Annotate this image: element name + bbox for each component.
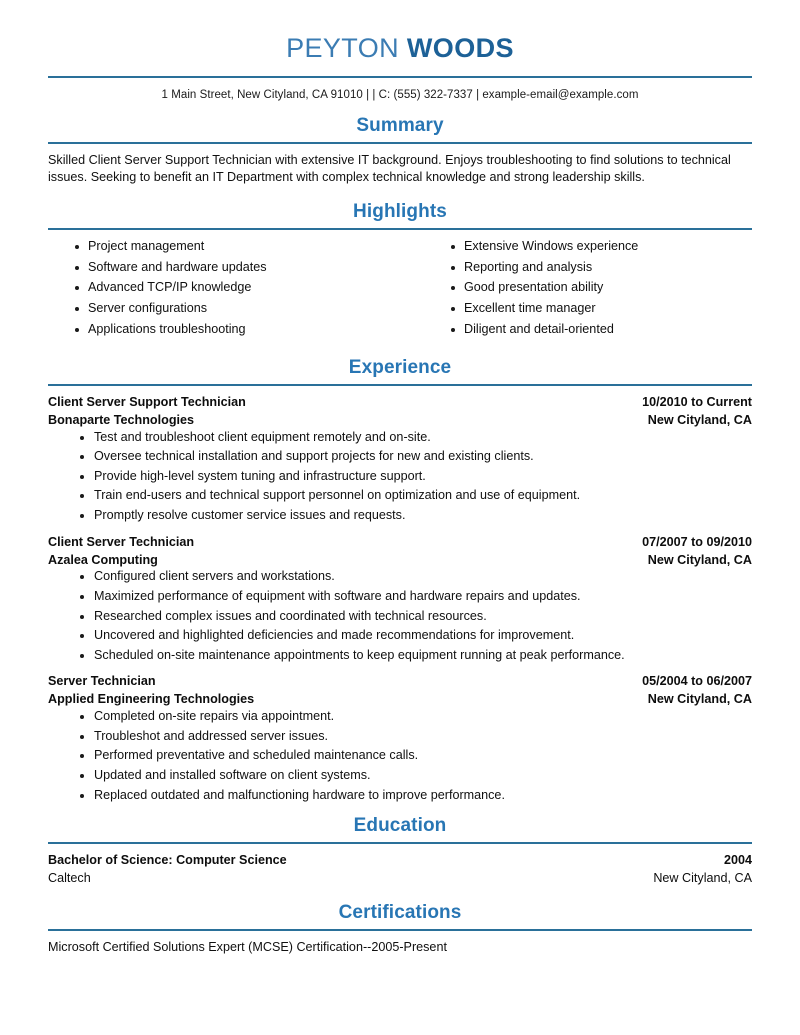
summary-text: Skilled Client Server Support Technician with extensive IT background. Enjoys troubleshooting to find solutions to technical issues. Seeking to benefit an IT Department with complex technical knowledge and strong leadership skills. xyxy=(48,152,731,185)
job-title-row xyxy=(48,394,752,412)
job-company: Azalea Computing xyxy=(48,552,158,567)
highlights-column-left xyxy=(48,240,400,343)
list-item: Train end-users and technical support personnel on optimization and use of equipment. xyxy=(48,489,752,502)
list-item: Researched complex issues and coordinated with technical resources. xyxy=(48,610,752,623)
first-name: PEYTON xyxy=(286,33,400,63)
list-item: Completed on-site repairs via appointment. xyxy=(48,710,752,723)
highlights-list-right xyxy=(424,240,752,335)
list-item: Good presentation ability xyxy=(424,281,752,294)
job-location: New Cityland, CA xyxy=(647,412,752,427)
list-item: Applications troubleshooting xyxy=(48,323,400,336)
list-item: Project management xyxy=(48,240,400,253)
experience-entry xyxy=(48,394,752,522)
certifications-text: Microsoft Certified Solutions Expert (MCSE) Certification--2005-Present xyxy=(48,939,447,954)
job-title-row xyxy=(48,673,752,691)
section-highlights xyxy=(48,201,752,343)
section-title-summary: Summary xyxy=(356,114,444,136)
list-item: Extensive Windows experience xyxy=(424,240,752,253)
section-education xyxy=(48,815,752,888)
list-item: Diligent and detail-oriented xyxy=(424,323,752,336)
education-year: 2004 xyxy=(723,852,752,867)
list-item: Maximized performance of equipment with software and hardware repairs and updates. xyxy=(48,590,752,603)
job-company-row xyxy=(48,552,752,570)
section-divider-certifications xyxy=(48,929,752,931)
job-bullet-list xyxy=(48,570,752,661)
list-item: Promptly resolve customer service issues and requests. xyxy=(48,509,752,522)
list-item: Uncovered and highlighted deficiencies and made recommendations for improvement. xyxy=(48,629,752,642)
experience-entry xyxy=(48,673,752,801)
section-title-experience: Experience xyxy=(348,357,452,379)
section-title-highlights: Highlights xyxy=(353,201,447,223)
job-location: New Cityland, CA xyxy=(647,552,752,567)
list-item: Reporting and analysis xyxy=(424,261,752,274)
job-dates: 05/2004 to 06/2007 xyxy=(642,674,752,689)
highlights-list-left xyxy=(48,240,400,335)
section-certifications xyxy=(48,902,752,957)
list-item: Advanced TCP/IP knowledge xyxy=(48,281,400,294)
job-location: New Cityland, CA xyxy=(647,692,752,707)
list-item: Configured client servers and workstations. xyxy=(48,570,752,583)
candidate-name xyxy=(48,34,752,64)
section-experience xyxy=(48,357,752,801)
section-divider-experience xyxy=(48,384,752,386)
section-title-education: Education xyxy=(353,815,447,837)
list-item: Scheduled on-site maintenance appointments to keep equipment running at peak performance. xyxy=(48,649,752,662)
education-degree-row xyxy=(48,852,752,870)
last-name: WOODS xyxy=(406,33,514,63)
highlights-columns xyxy=(48,238,752,343)
list-item: Oversee technical installation and support projects for new and existing clients. xyxy=(48,450,752,463)
resume-header xyxy=(48,0,752,64)
section-summary xyxy=(48,115,752,188)
list-item: Troubleshot and addressed server issues. xyxy=(48,730,752,743)
highlights-column-right xyxy=(400,240,752,343)
job-bullet-list xyxy=(48,431,752,522)
job-dates: 07/2007 to 09/2010 xyxy=(642,534,752,549)
list-item: Provide high-level system tuning and infrastructure support. xyxy=(48,470,752,483)
job-company-row xyxy=(48,412,752,430)
job-company-row xyxy=(48,691,752,709)
job-company: Bonaparte Technologies xyxy=(48,412,195,427)
section-title-certifications: Certifications xyxy=(338,901,462,923)
list-item: Server configurations xyxy=(48,302,400,315)
list-item: Updated and installed software on client systems. xyxy=(48,769,752,782)
education-degree: Bachelor of Science: Computer Science xyxy=(48,852,287,867)
list-item: Excellent time manager xyxy=(424,302,752,315)
education-location: New Cityland, CA xyxy=(653,870,752,885)
experience-entry xyxy=(48,534,752,662)
job-title: Server Technician xyxy=(48,674,156,689)
education-school-row xyxy=(48,870,752,888)
list-item: Replaced outdated and malfunctioning hardware to improve performance. xyxy=(48,789,752,802)
list-item: Software and hardware updates xyxy=(48,261,400,274)
education-entry xyxy=(48,852,752,888)
contact-line: 1 Main Street, New Cityland, CA 91010 | | C: (555) 322-7337 | example-email@example.com xyxy=(161,88,639,101)
education-school: Caltech xyxy=(48,870,91,885)
list-item: Performed preventative and scheduled maintenance calls. xyxy=(48,749,752,762)
job-company: Applied Engineering Technologies xyxy=(48,692,255,707)
section-divider-summary xyxy=(48,142,752,144)
job-title-row xyxy=(48,534,752,552)
job-title: Client Server Support Technician xyxy=(48,394,246,409)
job-title: Client Server Technician xyxy=(48,534,195,549)
list-item: Test and troubleshoot client equipment remotely and on-site. xyxy=(48,431,752,444)
job-bullet-list xyxy=(48,710,752,801)
section-divider-highlights xyxy=(48,228,752,230)
section-divider-education xyxy=(48,842,752,844)
job-dates: 10/2010 to Current xyxy=(642,394,752,409)
